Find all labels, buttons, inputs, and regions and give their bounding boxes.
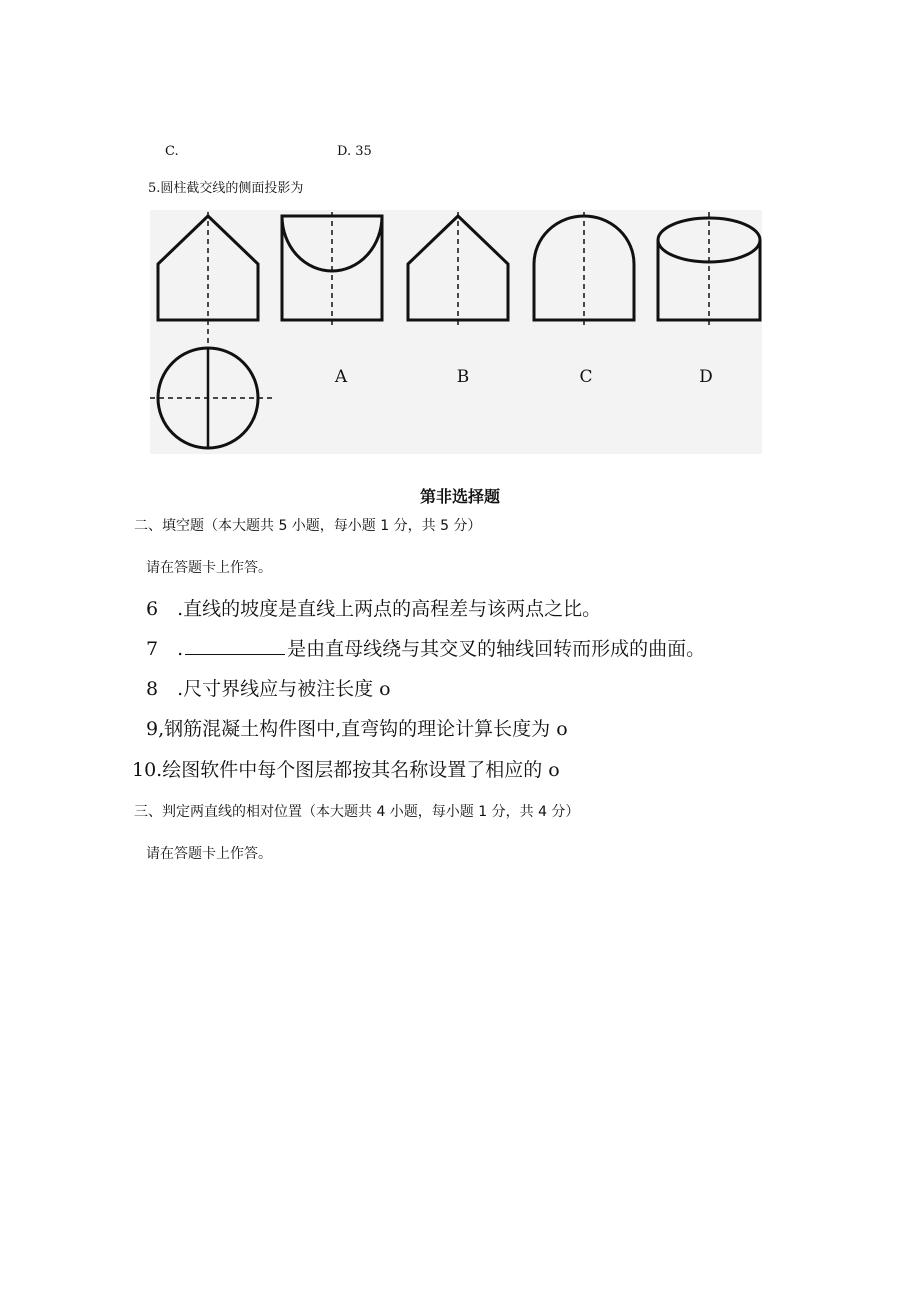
choice-c: C. xyxy=(165,144,179,159)
question-10: 10.绘图软件中每个图层都按其名称设置了相应的 o xyxy=(132,759,560,781)
question-7-text: 是由直母线绕与其交叉的轴线回转而形成的曲面。 xyxy=(287,638,706,660)
question-7-number: 7 . xyxy=(146,638,184,660)
cylinder-projection-figure xyxy=(150,210,762,454)
question-8: 8 .尺寸界线应与被注长度 o xyxy=(146,678,391,700)
question-5: 5.圆柱截交线的侧面投影为 xyxy=(148,181,304,196)
label-d: D xyxy=(699,367,713,387)
question-6: 6 .直线的坡度是直线上两点的高程差与该两点之比。 xyxy=(146,598,602,620)
section-3-instruction: 请在答题卡上作答。 xyxy=(146,846,272,862)
section-3-heading: 三、判定两直线的相对位置（本大题共 4 小题，每小题 1 分，共 4 分） xyxy=(134,804,580,820)
label-b: B xyxy=(456,367,470,387)
label-a: A xyxy=(334,367,348,387)
choice-d: D. 35 xyxy=(337,144,372,159)
section-2-heading: 二、填空题（本大题共 5 小题，每小题 1 分，共 5 分） xyxy=(134,518,482,534)
label-c: C xyxy=(579,367,593,387)
answer-blank xyxy=(185,638,285,655)
question-9: 9,钢筋混凝土构件图中,直弯钩的理论计算长度为 o xyxy=(146,718,568,740)
question-7 xyxy=(146,634,705,661)
part-title: 第非选择题 xyxy=(419,487,500,506)
section-2-instruction: 请在答题卡上作答。 xyxy=(146,560,272,576)
